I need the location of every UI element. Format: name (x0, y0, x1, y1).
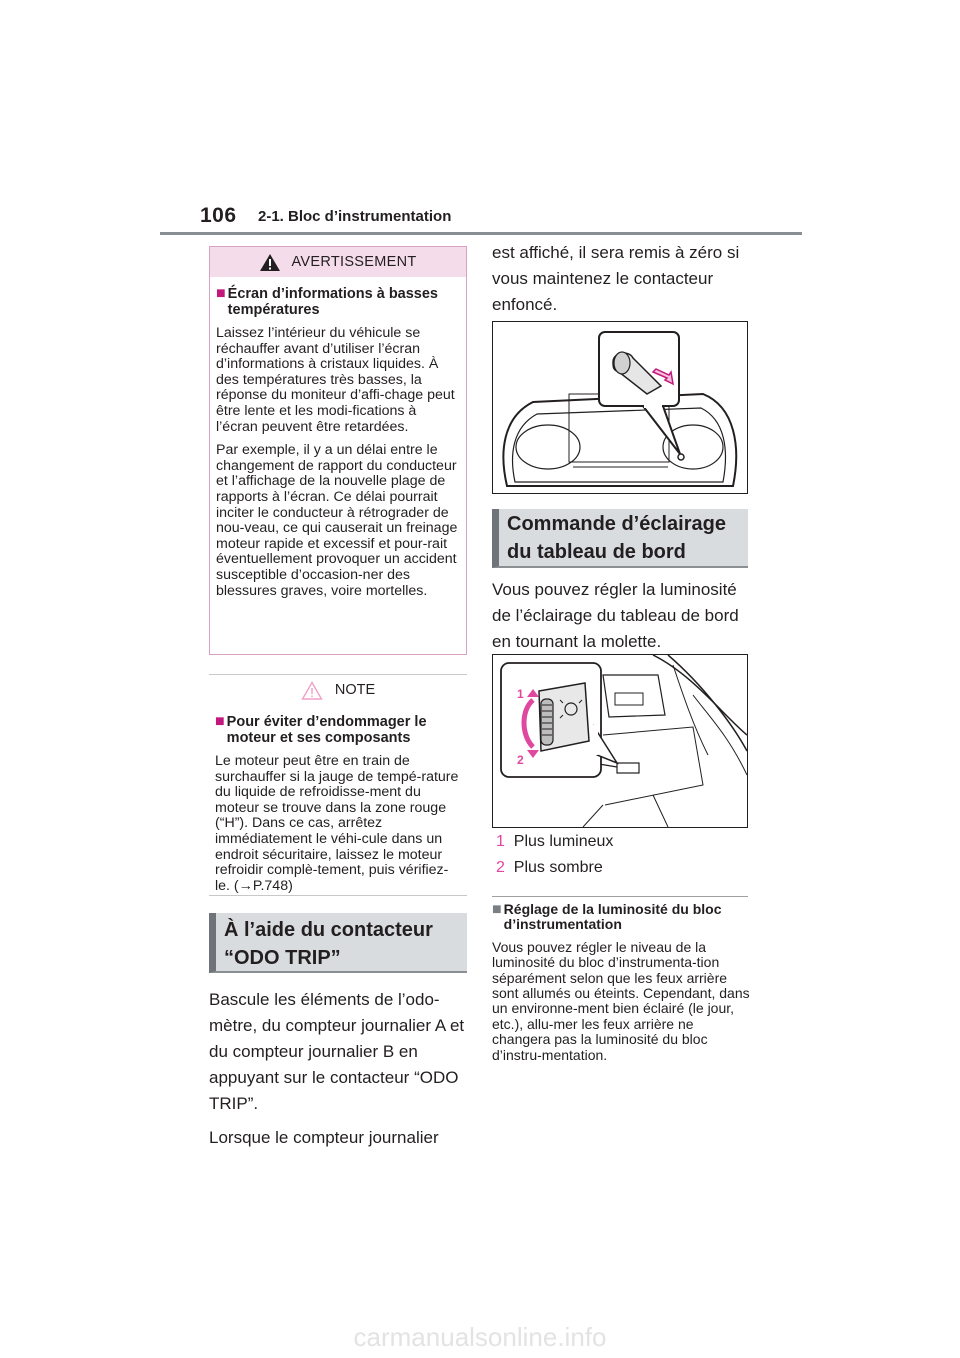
odo-paragraph-start: Lorsque le compteur journalier (209, 1128, 439, 1147)
odo-section-heading (209, 913, 467, 973)
square-bullet-icon: ■ (215, 713, 225, 730)
odo-paragraph: Bascule les éléments de l’odo-mètre, du compteur journalier A et du compteur journalier B en appuyant sur le contacteur “ODO TRIP”. (209, 990, 465, 1113)
section-title: 2-1. Bloc d’instrumentation (258, 208, 452, 225)
watermark: carmanualsonline.info (353, 1322, 607, 1352)
cluster-figure (492, 321, 748, 494)
note-header (209, 675, 467, 705)
note-title: NOTE (334, 682, 376, 698)
warning-paragraph: Laissez l’intérieur du véhicule se réchauffer avant d’utiliser l’écran d’informations à cristaux liquides. À des températures très basses, la réponse du moniteur d’affi-chage peut être lente et les modi-fications à l’écran peuvent être retardées. (216, 325, 455, 435)
note-heading: Pour éviter d’endommager le moteur et ses composants (226, 714, 427, 746)
warning-subheading (216, 286, 460, 318)
header-rule (160, 232, 802, 235)
legend-number: 1 (496, 833, 505, 850)
odo-paragraph-continued: est affiché, il sera remis à zéro si vous maintenez le contacteur enfoncé. (492, 243, 740, 314)
warning-heading: Écran d’informations à basses températures (227, 286, 438, 318)
caution-outline-icon (301, 681, 323, 700)
instrument-cluster-illustration (493, 322, 747, 493)
odo-heading-text: À l’aide du contacteur “ODO TRIP” (224, 919, 433, 969)
dashboard-dimmer-illustration (493, 655, 747, 827)
subsection-rule (492, 896, 748, 897)
legend-item (496, 855, 603, 881)
brightness-subheading (492, 902, 754, 933)
brightness-paragraph: Vous pouvez régler le niveau de la luminosité du bloc d’instrumenta-tion séparément selon que les feux arrière sont allumés ou éteints. Cependant, dans un environne-ment bien éclairé (le jour, etc.), allu-mer les feux arrière ne changera pas la luminosité du bloc d’instru-mentation. (492, 938, 750, 1063)
dimmer-figure (492, 654, 748, 828)
square-bullet-icon: ■ (216, 285, 226, 302)
lighting-heading-text: Commande d’éclairage du tableau de bord (507, 513, 726, 563)
note-subheading (215, 714, 461, 746)
figure-label-2: 2 (517, 753, 524, 767)
figure-label-1: 1 (517, 687, 524, 701)
square-bullet-icon: ■ (492, 901, 502, 918)
note-box (209, 674, 467, 896)
note-paragraph: Le moteur peut être en train de surchauffer si la jauge de tempé-rature du liquide de refroidisse-ment du moteur se trouve dans la zone rouge (“H”). Dans ce cas, arrêtez immédiatement le véhi-cule dans un endroit sécuritaire, laissez le moteur refroidir complè-tement, puis vérifiez-le. (→P.748) (215, 753, 459, 894)
warning-box (209, 246, 467, 655)
warning-triangle-icon (259, 253, 281, 272)
legend-number: 2 (496, 859, 505, 876)
lighting-section-heading (492, 509, 748, 568)
warning-title: AVERTISSEMENT (291, 254, 417, 270)
page-number: 106 (200, 204, 237, 227)
legend-text: Plus lumineux (513, 833, 614, 850)
lighting-paragraph: Vous pouvez régler la luminosité de l’éclairage du tableau de bord en tournant la molette. (492, 580, 739, 651)
legend-text: Plus sombre (513, 859, 603, 876)
warning-paragraph: Par exemple, il y a un délai entre le changement de rapport du conducteur et l’affichage de la nouvelle plage de rapports à l’écran. Ce délai pourrait inciter le conducteur à rétrograder de nou-veau, ce qui causerait un freinage moteur rapide et excessif et pour-rait éventuellement provoquer un accident susceptible d’occasion-ner des blessures graves, voire mortelles. (216, 442, 458, 599)
brightness-heading: Réglage de la luminosité du bloc d’instrumentation (503, 901, 722, 933)
warning-header (210, 247, 466, 277)
legend-item (496, 829, 613, 855)
brightness-subsection (492, 902, 754, 1063)
